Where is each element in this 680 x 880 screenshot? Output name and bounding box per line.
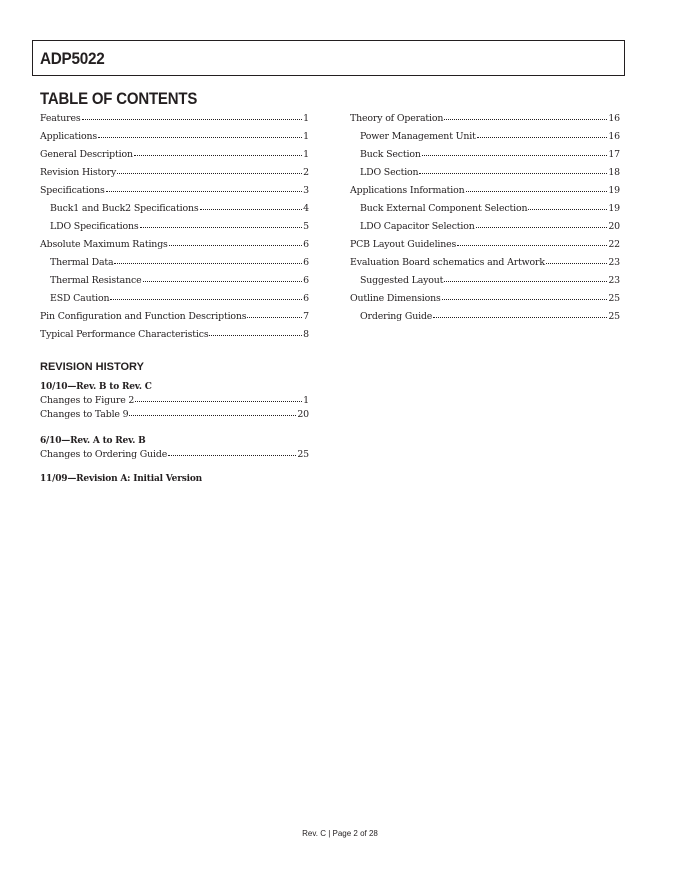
toc-entry-label: PCB Layout Guidelines <box>350 239 457 250</box>
toc-entry-page: 25 <box>608 293 620 304</box>
dot-leader <box>466 191 608 192</box>
revision-change-label: Changes to Table 9 <box>40 409 129 420</box>
toc-entry-page: 16 <box>608 131 620 142</box>
toc-entry[interactable] <box>40 254 309 272</box>
toc-entry-label: Thermal Data <box>50 257 114 268</box>
dot-leader <box>168 455 296 456</box>
revision-change-page: 20 <box>297 409 309 420</box>
toc-entry[interactable] <box>40 200 309 218</box>
toc-entry[interactable] <box>350 200 620 218</box>
revision-change-label: Changes to Ordering Guide <box>40 449 168 460</box>
dot-leader <box>419 173 607 174</box>
toc-entry-label: Theory of Operation <box>350 113 444 124</box>
toc-entry[interactable] <box>350 290 620 308</box>
dot-leader <box>457 245 607 246</box>
revision-change-label: Changes to Figure 2 <box>40 395 135 406</box>
dot-leader <box>106 191 302 192</box>
dot-leader <box>117 173 302 174</box>
revision-change[interactable] <box>40 394 309 408</box>
toc-entry[interactable] <box>350 236 620 254</box>
dot-leader <box>114 263 302 264</box>
toc-entry[interactable] <box>350 254 620 272</box>
toc-entry-label: Outline Dimensions <box>350 293 441 304</box>
dot-leader <box>169 245 302 246</box>
toc-right-column <box>350 110 620 326</box>
toc-entry-page: 17 <box>608 149 620 160</box>
toc-entry-page: 18 <box>608 167 620 178</box>
dot-leader <box>444 281 607 282</box>
toc-entry-label: LDO Capacitor Selection <box>360 221 475 232</box>
toc-entry-label: Revision History <box>40 167 117 178</box>
toc-entry-label: General Description <box>40 149 133 160</box>
revision-history-heading: REVISION HISTORY <box>40 361 144 373</box>
toc-entry-label: Specifications <box>40 185 105 196</box>
dot-leader <box>200 209 303 210</box>
toc-entry-label: Thermal Resistance <box>50 275 142 286</box>
dot-leader <box>476 227 608 228</box>
revision-title: 10/10—Rev. B to Rev. C <box>40 382 152 392</box>
dot-leader <box>477 137 608 138</box>
toc-entry-page: 23 <box>608 257 620 268</box>
toc-entry-label: ESD Caution <box>50 293 110 304</box>
toc-entry[interactable] <box>350 272 620 290</box>
toc-entry-label: Applications Information <box>350 185 465 196</box>
dot-leader <box>442 299 608 300</box>
toc-entry-label: Suggested Layout <box>360 275 444 286</box>
revision-change-page: 1 <box>303 395 309 406</box>
revision-block <box>40 434 309 462</box>
page-footer: Rev. C | Page 2 of 28 <box>302 829 378 838</box>
revision-change[interactable] <box>40 448 309 462</box>
toc-entry-page: 6 <box>303 239 309 250</box>
dot-leader <box>422 155 608 156</box>
dot-leader <box>98 137 302 138</box>
toc-entry-label: Buck Section <box>360 149 421 160</box>
toc-entry-page: 5 <box>303 221 309 232</box>
revision-title: 11/09—Revision A: Initial Version <box>40 474 202 484</box>
toc-entry[interactable] <box>350 128 620 146</box>
dot-leader <box>444 119 607 120</box>
toc-entry[interactable] <box>40 272 309 290</box>
dot-leader <box>135 401 302 402</box>
toc-entry-page: 16 <box>608 113 620 124</box>
toc-entry-page: 7 <box>303 311 309 322</box>
toc-entry-page: 19 <box>608 185 620 196</box>
toc-entry-page: 23 <box>608 275 620 286</box>
toc-entry-label: Absolute Maximum Ratings <box>40 239 168 250</box>
product-title: ADP5022 <box>40 49 105 68</box>
toc-entry[interactable] <box>350 218 620 236</box>
toc-entry-page: 4 <box>303 203 309 214</box>
toc-entry-label: LDO Section <box>360 167 419 178</box>
toc-entry[interactable] <box>40 128 309 146</box>
dot-leader <box>129 415 296 416</box>
dot-leader <box>528 209 607 210</box>
toc-entry-label: Ordering Guide <box>360 311 433 322</box>
revision-title: 6/10—Rev. A to Rev. B <box>40 436 146 446</box>
dot-leader <box>143 281 303 282</box>
toc-entry[interactable] <box>40 164 309 182</box>
toc-entry-page: 20 <box>608 221 620 232</box>
toc-entry[interactable] <box>40 290 309 308</box>
revision-block <box>40 472 309 486</box>
toc-entry-label: Buck1 and Buck2 Specifications <box>50 203 199 214</box>
dot-leader <box>134 155 302 156</box>
dot-leader <box>247 317 302 318</box>
revision-block <box>40 380 309 422</box>
dot-leader <box>209 335 302 336</box>
toc-entry[interactable] <box>40 326 309 344</box>
toc-entry-page: 6 <box>303 275 309 286</box>
toc-entry-page: 22 <box>608 239 620 250</box>
dot-leader <box>433 317 607 318</box>
toc-entry-label: Pin Configuration and Function Descriptions <box>40 311 247 322</box>
toc-entry-page: 6 <box>303 293 309 304</box>
toc-entry[interactable] <box>40 308 309 326</box>
toc-entry-label: Power Management Unit <box>360 131 476 142</box>
toc-entry[interactable] <box>350 182 620 200</box>
toc-entry[interactable] <box>40 182 309 200</box>
toc-entry[interactable] <box>40 236 309 254</box>
toc-entry-page: 3 <box>303 185 309 196</box>
toc-entry-page: 19 <box>608 203 620 214</box>
toc-entry-page: 8 <box>303 329 309 340</box>
revision-change[interactable] <box>40 408 309 422</box>
dot-leader <box>82 119 303 120</box>
dot-leader <box>546 263 607 264</box>
dot-leader <box>140 227 303 228</box>
toc-left-column <box>40 110 309 344</box>
toc-entry-label: Buck External Component Selection <box>360 203 528 214</box>
revision-change-page: 25 <box>297 449 309 460</box>
toc-entry-label: Features <box>40 113 81 124</box>
toc-entry-page: 2 <box>303 167 309 178</box>
toc-entry[interactable] <box>350 308 620 326</box>
header-box <box>32 40 625 76</box>
toc-entry[interactable] <box>350 110 620 128</box>
toc-entry-page: 1 <box>303 131 309 142</box>
toc-entry-label: Applications <box>40 131 98 142</box>
toc-entry-page: 1 <box>303 113 309 124</box>
toc-entry-page: 6 <box>303 257 309 268</box>
toc-entry[interactable] <box>350 164 620 182</box>
toc-entry[interactable] <box>350 146 620 164</box>
dot-leader <box>110 299 302 300</box>
toc-entry-label: Typical Performance Characteristics <box>40 329 209 340</box>
toc-entry-page: 25 <box>608 311 620 322</box>
toc-entry[interactable] <box>40 110 309 128</box>
toc-entry[interactable] <box>40 218 309 236</box>
toc-entry-label: LDO Specifications <box>50 221 139 232</box>
toc-entry-page: 1 <box>303 149 309 160</box>
toc-title: TABLE OF CONTENTS <box>40 89 198 108</box>
toc-entry-label: Evaluation Board schematics and Artwork <box>350 257 545 268</box>
toc-entry[interactable] <box>40 146 309 164</box>
